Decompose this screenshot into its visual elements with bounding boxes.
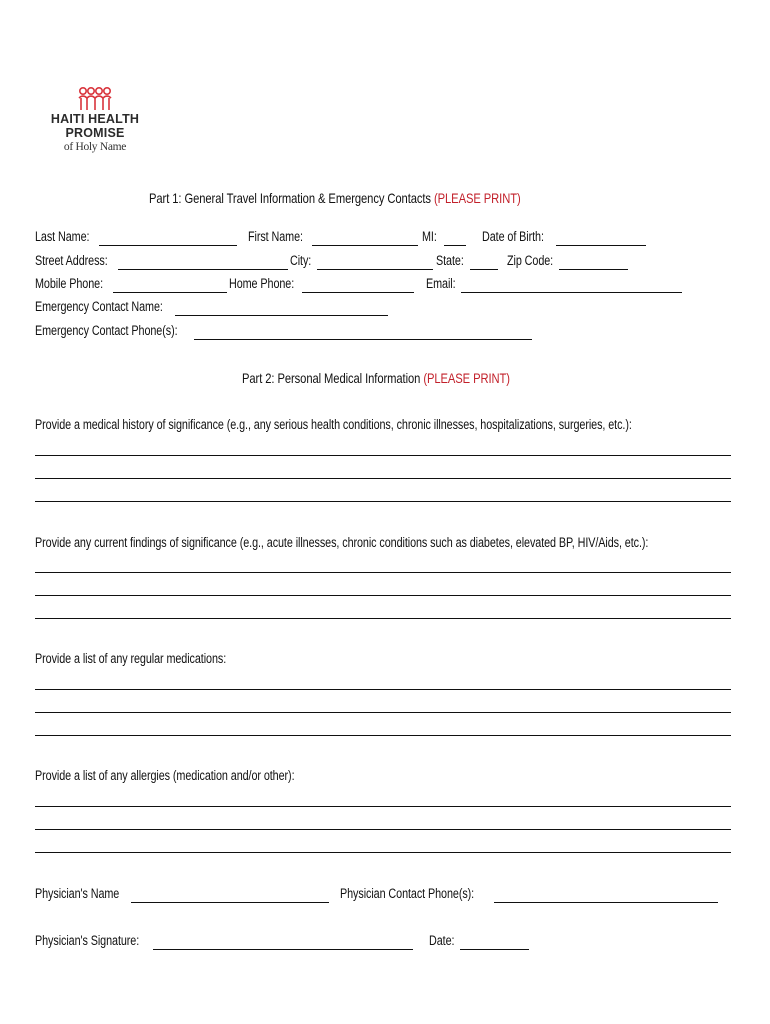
dob-field[interactable]	[556, 245, 646, 246]
part1-title: Part 1: General Travel Information & Emergency Contacts	[149, 190, 434, 206]
logo-title-line2: PROMISE	[65, 126, 125, 140]
mobile-label: Mobile Phone:	[35, 276, 104, 291]
emergency-name-label: Emergency Contact Name:	[35, 299, 163, 314]
street-field[interactable]	[118, 269, 288, 270]
home-phone-field[interactable]	[302, 292, 414, 293]
part1-heading	[149, 190, 521, 206]
history-line-3[interactable]	[35, 501, 731, 502]
physician-name-label: Physician's Name	[35, 886, 120, 901]
zip-label: Zip Code:	[507, 253, 554, 268]
history-line-1[interactable]	[35, 455, 731, 456]
physician-signature-field[interactable]	[153, 949, 413, 950]
allergies-question: Provide a list of any allergies (medication and/or other):	[35, 768, 295, 783]
allergies-line-1[interactable]	[35, 806, 731, 807]
city-field[interactable]	[317, 269, 433, 270]
medications-line-2[interactable]	[35, 712, 731, 713]
history-question: Provide a medical history of significance (e.g., any serious health conditions, chronic illnesses, hospitalizations, surgeries, etc.):	[35, 417, 632, 432]
medications-line-3[interactable]	[35, 735, 731, 736]
zip-field[interactable]	[559, 269, 628, 270]
emergency-phone-field[interactable]	[194, 339, 532, 340]
org-logo	[50, 86, 140, 178]
logo-subtitle: of Holy Name	[63, 141, 127, 153]
state-label: State:	[436, 253, 464, 268]
findings-line-1[interactable]	[35, 572, 731, 573]
mobile-field[interactable]	[113, 292, 227, 293]
physician-signature-label: Physician's Signature:	[35, 933, 140, 948]
physician-name-field[interactable]	[131, 902, 329, 903]
history-line-2[interactable]	[35, 478, 731, 479]
people-logo-icon	[75, 86, 115, 112]
state-field[interactable]	[470, 269, 498, 270]
email-label: Email:	[426, 276, 456, 291]
findings-question: Provide any current findings of significance (e.g., acute illnesses, chronic conditions such as diabetes, elevated BP, HIV/Aids, etc.):	[35, 535, 649, 550]
physician-contact-label: Physician Contact Phone(s):	[340, 886, 475, 901]
medications-line-1[interactable]	[35, 689, 731, 690]
mi-field[interactable]	[444, 245, 466, 246]
emergency-name-field[interactable]	[175, 315, 388, 316]
date-field[interactable]	[460, 949, 529, 950]
part2-title: Part 2: Personal Medical Information	[242, 370, 424, 386]
last-name-label: Last Name:	[35, 229, 90, 244]
date-label: Date:	[429, 933, 455, 948]
first-name-label: First Name:	[248, 229, 303, 244]
medications-question: Provide a list of any regular medications:	[35, 651, 227, 666]
findings-line-3[interactable]	[35, 618, 731, 619]
allergies-line-2[interactable]	[35, 829, 731, 830]
allergies-line-3[interactable]	[35, 852, 731, 853]
findings-line-2[interactable]	[35, 595, 731, 596]
mi-label: MI:	[422, 229, 437, 244]
last-name-field[interactable]	[99, 245, 237, 246]
street-label: Street Address:	[35, 253, 108, 268]
physician-contact-field[interactable]	[494, 902, 718, 903]
city-label: City:	[290, 253, 312, 268]
email-field[interactable]	[461, 292, 682, 293]
logo-title-line1: HAITI HEALTH	[50, 112, 140, 126]
part2-print-note: (PLEASE PRINT)	[423, 370, 510, 386]
part1-print-note: (PLEASE PRINT)	[433, 190, 521, 206]
part2-heading	[242, 370, 510, 386]
first-name-field[interactable]	[312, 245, 418, 246]
dob-label: Date of Birth:	[482, 229, 544, 244]
emergency-phone-label: Emergency Contact Phone(s):	[35, 323, 178, 338]
home-phone-label: Home Phone:	[229, 276, 295, 291]
